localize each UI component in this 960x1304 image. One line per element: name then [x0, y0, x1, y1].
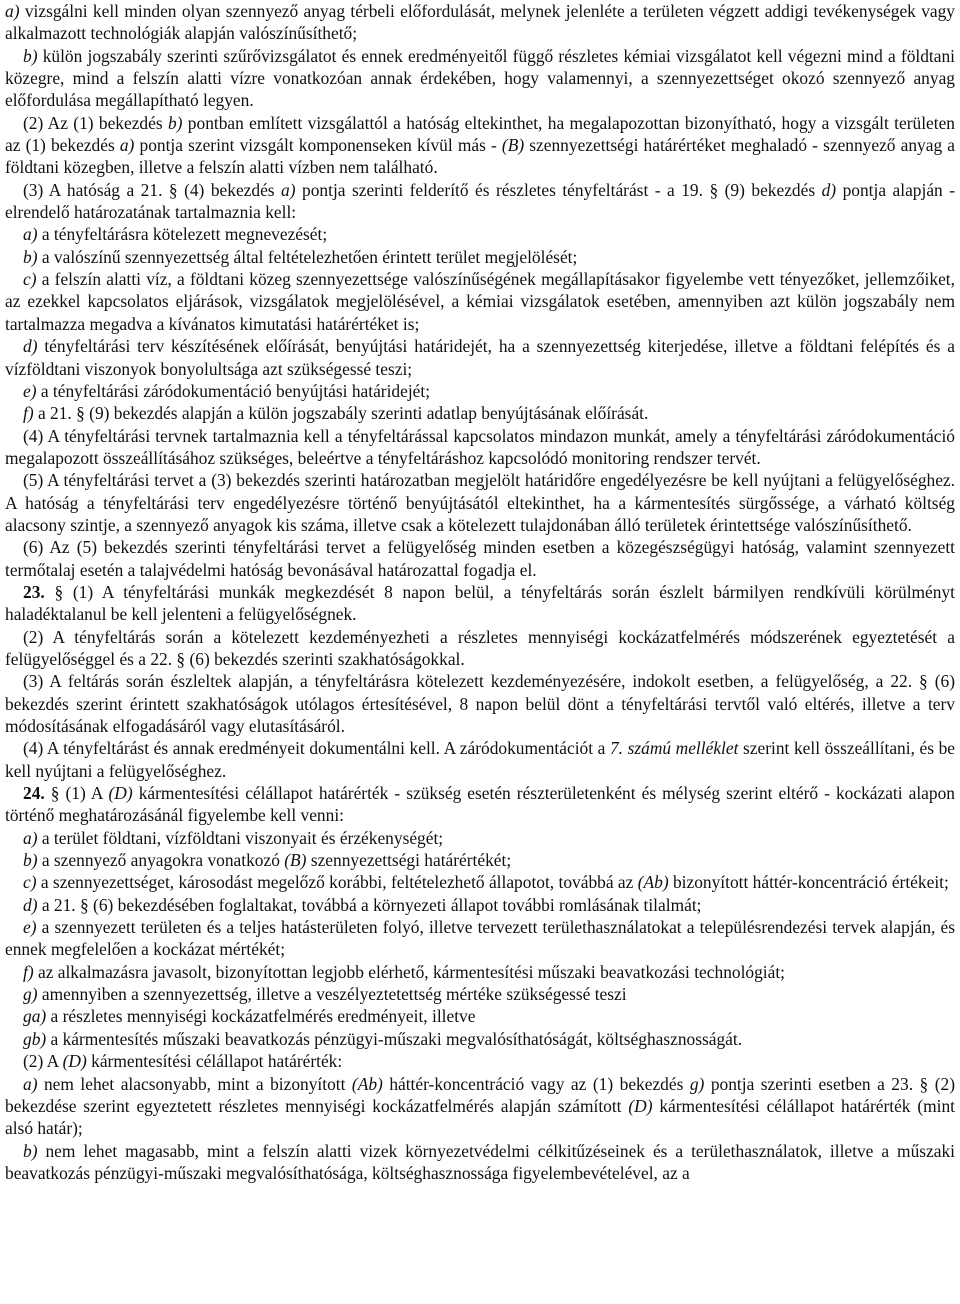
paragraph — [5, 782, 955, 827]
italic-text: a) — [119, 135, 135, 156]
paragraph — [5, 983, 955, 1005]
italic-text: c) — [23, 269, 37, 290]
paragraph — [5, 335, 955, 380]
paragraph-text: a 21. § (6) bekezdésében foglaltakat, továbbá a környezeti állapot további romlásának tilalmát; — [37, 894, 702, 915]
italic-text: a) — [23, 827, 38, 848]
italic-text: g) — [689, 1073, 705, 1094]
paragraph — [5, 670, 955, 737]
italic-text: (Ab) — [351, 1073, 383, 1094]
paragraph-text: az alkalmazásra javasolt, bizonyítottan legjobb elérhető, kármentesítési műszaki beavatkozási technológiát; — [33, 961, 786, 982]
italic-text: b) — [23, 45, 38, 66]
paragraph-text: a kármentesítés műszaki beavatkozás pénzügyi-műszaki megvalósíthatóságát, költséghasznosságát. — [46, 1028, 743, 1049]
italic-text: c) — [23, 872, 37, 893]
paragraph — [5, 1073, 955, 1140]
paragraph-text: pontban említett vizsgálattól a hatóság eltekinthet, ha megalapozottan bizonyítható, hogy a vizsgált területen az (1) bekezdés — [5, 112, 955, 156]
paragraph — [5, 581, 955, 626]
paragraph-text: tényfeltárási terv készítésének előírását, benyújtási határidejét, ha a szennyezettség kiterjedése, illetve a földtani felépítés és a vízföldtani viszonyok bonyolultsága azt szükségessé teszi; — [5, 336, 955, 379]
paragraph-text: háttér-koncentráció vagy az (1) bekezdés — [382, 1073, 690, 1094]
paragraph-text: § (1) A tényfeltárási munkák megkezdését 8 napon belül, a tényfeltárás során észlelt bármilyen rendkívüli körülményt haladéktalanul be kell jelenteni a felügyelőségnek. — [5, 581, 955, 625]
paragraph — [5, 380, 955, 402]
paragraph-text: (4) A tényfeltárást és annak eredményeit dokumentálni kell. A záródokumentációt a — [23, 738, 610, 759]
italic-text: b) — [23, 850, 38, 871]
paragraph-text: pontja alapján - elrendelő határozatának tartalmaznia kell: — [5, 179, 956, 223]
paragraph — [5, 223, 955, 245]
paragraph-text: kármentesítési célállapot határérték (mint alsó határ); — [5, 1095, 956, 1139]
paragraph-text: a szennyező anyagokra vonatkozó — [37, 850, 285, 871]
paragraph — [5, 1050, 955, 1072]
paragraph — [5, 268, 955, 335]
paragraph-text: a felszín alatti víz, a földtani közeg szennyezettsége valószínűségének megállapításakor figyelembe vett tényezőket, jellemzőiket, az ezekkel kapcsolatos eljárások, vizsgálatok megjelölésével, a kémiai vizsgálatok esetében, amennyiben azt külön jogszabály nem tartalmazza megadva a kívánatos kimutatási határértéket is; — [5, 269, 955, 334]
paragraph-text: a valószínű szennyezettség által feltételezhetően érintett terület megjelölését; — [37, 246, 578, 267]
italic-text: a) — [5, 1, 20, 21]
paragraph-text: nem lehet magasabb, mint a felszín alatti vizek környezetvédelmi célkitűzéseinek és a területhasználatok, illetve a műszaki beavatkozás pénzügyi-műszaki megvalósíthatósága, költséghasznossága figyelembevételével, az a — [5, 1140, 955, 1183]
paragraph-text: (2) Az (1) bekezdés — [23, 112, 168, 133]
italic-text: a) — [281, 179, 296, 200]
paragraph — [5, 871, 955, 893]
italic-text: (D) — [62, 1051, 87, 1072]
paragraph — [5, 1028, 955, 1050]
paragraph-text: szennyezettségi határértéket meghaladó - szennyező anyag a földtani közegben, illetve a felszín alatti vízben nem található. — [5, 135, 956, 178]
paragraph-text: (6) Az (5) bekezdés szerinti tényfeltárási tervet a felügyelőség minden esetben a közegészségügyi hatóság, valamint szennyezett termőtalaj esetén a talajvédelmi hatóság bevonásával határozattal fogadja el. — [5, 537, 955, 580]
italic-text: e) — [23, 917, 37, 938]
italic-text: e) — [23, 380, 37, 401]
italic-text: f) — [23, 403, 34, 424]
paragraph — [5, 1140, 955, 1185]
paragraph — [5, 536, 955, 581]
paragraph — [5, 469, 955, 536]
paragraph — [5, 179, 955, 224]
paragraph — [5, 961, 955, 983]
section-number: 24. — [23, 783, 45, 804]
paragraph-text: § (1) A — [44, 783, 109, 804]
paragraph — [5, 916, 955, 961]
paragraph — [5, 112, 955, 179]
paragraph — [5, 626, 955, 671]
paragraph-text: (2) A tényfeltárás során a kötelezett kezdeményezheti a részletes mennyiségi kockázatfelmérés módszerének egyeztetését a felügyelőséggel és a 22. § (6) bekezdés szerinti szakhatóságokkal. — [5, 626, 955, 669]
paragraph — [5, 827, 955, 849]
italic-text: (B) — [501, 135, 525, 156]
italic-text: ga) — [23, 1006, 47, 1027]
paragraph-text: a 21. § (9) bekezdés alapján a külön jogszabály szerinti adatlap benyújtásának előírását. — [33, 403, 649, 424]
paragraph-text: (2) A — [23, 1051, 63, 1072]
italic-text: (D) — [628, 1095, 653, 1116]
paragraph — [5, 425, 955, 470]
paragraph — [5, 894, 955, 916]
italic-text: (D) — [108, 783, 133, 804]
italic-text: f) — [23, 961, 34, 982]
paragraph — [5, 0, 955, 45]
paragraph-text: a terület földtani, vízföldtani viszonyait és érzékenységét; — [37, 827, 444, 848]
section-number: 23. — [23, 581, 45, 602]
paragraph-text: nem lehet alacsonyabb, mint a bizonyított — [37, 1073, 352, 1094]
italic-text: b) — [23, 1140, 38, 1161]
paragraph-text: a tényfeltárási záródokumentáció benyújtási határidejét; — [36, 380, 431, 401]
paragraph — [5, 246, 955, 268]
italic-text: 7. számú melléklet — [609, 738, 739, 759]
italic-text: (B) — [284, 850, 307, 871]
paragraph — [5, 737, 955, 782]
italic-text: b) — [23, 246, 38, 267]
paragraph-text: amennyiben a szennyezettség, illetve a veszélyeztetettség mértéke szükségessé teszi — [37, 984, 627, 1005]
paragraph-text: kármentesítési célállapot határérték: — [86, 1051, 343, 1072]
paragraph-text: pontja szerinti esetben a 23. § (2) bekezdése szerint egyeztetett részletes mennyiségi kockázatfelmérés alapján számított — [5, 1073, 955, 1116]
paragraph-text: kármentesítési célállapot határérték - szükség esetén részterületenként és mélység szerint eltérő - kockázati alapon történő meghatározásánál figyelembe kell venni: — [5, 783, 955, 826]
paragraph-text: a részletes mennyiségi kockázatfelmérés eredményeit, illetve — [46, 1006, 476, 1027]
italic-text: a) — [23, 224, 38, 245]
paragraph-text: a szennyezett területen és a teljes hatásterületen folyó, illetve tervezett területhasználatokat a településrendezési tervek alapján, és ennek megfelelően a kockázat mértékét; — [5, 917, 955, 960]
paragraph-text: (4) A tényfeltárási tervnek tartalmaznia kell a tényfeltárással kapcsolatos mindazon munkát, amely a tényfeltárási záródokumentáció megalapozott összeállításához szükséges, beleértve a tényfeltáráshoz kapcsolódó monitoring rendszer tervét. — [5, 425, 955, 468]
italic-text: d) — [821, 179, 837, 200]
paragraph-text: pontja szerint vizsgált komponenseken kívül más - — [134, 135, 502, 156]
paragraph — [5, 849, 955, 871]
paragraph-text: vizsgálni kell minden olyan szennyező anyag térbeli előfordulását, melynek jelenléte a területen végzett addigi tevékenységek vagy alkalmazott technológiák alapján valószínűsíthető; — [5, 1, 955, 44]
italic-text: a) — [23, 1073, 38, 1094]
paragraph — [5, 45, 955, 112]
italic-text: gb) — [23, 1028, 47, 1049]
paragraph-text: a szennyezettséget, károsodást megelőző korábbi, feltételezhető állapotot, továbbá az — [36, 872, 638, 893]
paragraph-text: szerint kell összeállítani, és be kell nyújtani a felügyelőséghez. — [5, 738, 955, 781]
paragraph-text: külön jogszabály szerinti szűrővizsgálatot és ennek eredményeitől függő részletes kémiai vizsgálatot kell végezni mind a földtani közegre, mind a felszín alatti vízre vonatkozóan annak érdekében, hogy valamennyi, a szennyezettséget okozó szennyező anyag előfordulása megállapítható legyen. — [5, 45, 955, 111]
italic-text: b) — [167, 112, 183, 133]
paragraph — [5, 1005, 955, 1027]
italic-text: (Ab) — [637, 872, 669, 893]
paragraph-text: a tényfeltárásra kötelezett megnevezését; — [37, 224, 328, 245]
italic-text: g) — [23, 984, 38, 1005]
paragraph — [5, 402, 955, 424]
paragraph-text: pontja szerinti felderítő és részletes tényfeltárást - a 19. § (9) bekezdés — [295, 179, 822, 200]
italic-text: d) — [23, 336, 38, 357]
paragraph-text: (3) A hatóság a 21. § (4) bekezdés — [23, 179, 282, 200]
italic-text: d) — [23, 894, 38, 915]
paragraph-text: bizonyított háttér-koncentráció értékeit; — [668, 872, 949, 893]
paragraph-text: (3) A feltárás során észleltek alapján, a tényfeltárásra kötelezett kezdeményezésére, indokolt esetben, a felügyelőség, a 22. § (6) bekezdés szerint érintett szakhatóságok utólagos értesítésével, 8 napon belül dönt a tényfeltárási tervtől való eltérés, illetve a terv módosításának elfogadásáról vagy elutasításáról. — [5, 671, 955, 736]
paragraph-text: szennyezettségi határértékét; — [306, 850, 512, 871]
paragraph-text: (5) A tényfeltárási tervet a (3) bekezdés szerinti határozatban megjelölt határidőre engedélyezésre be kell nyújtani a felügyelőséghez. A hatóság a tényfeltárási terv engedélyezésre történő benyújtásától eltekinthet, ha a kármentesítés sürgőssége, a várható költség alacsony szintje, a szennyező anyagok kis száma, illetve csak a kötelezett tulajdonában álló területek érintettsége valószínűsíthető. — [5, 470, 955, 535]
